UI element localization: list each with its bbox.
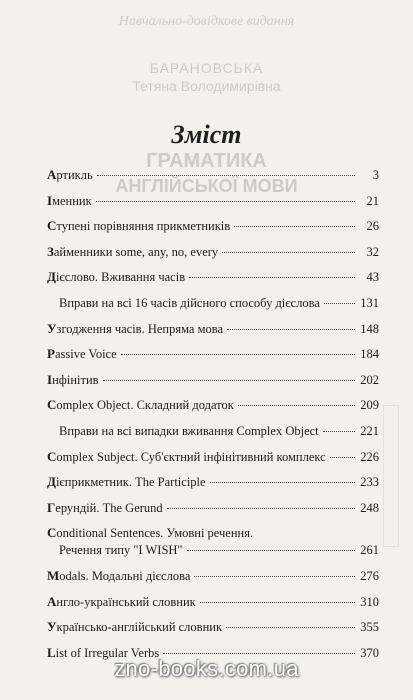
- toc-entry-text: Вправи на всі випадки вживання Complex Object: [59, 423, 319, 438]
- toc-page-number: 131: [360, 295, 379, 310]
- toc-page-number: 310: [360, 594, 379, 609]
- toc-page-number: 202: [360, 372, 379, 387]
- toc-page-number: 370: [360, 645, 379, 660]
- toc-entry-initial: У: [47, 320, 57, 336]
- toc-page-number: 21: [366, 193, 379, 208]
- toc-page-number: 209: [360, 398, 379, 413]
- toc-entry-initial: І: [47, 371, 53, 387]
- toc-entry: [47, 475, 379, 501]
- toc-entry: [47, 219, 379, 245]
- toc-leader-dots: [227, 329, 355, 330]
- toc-entry-initial: А: [47, 167, 57, 182]
- toc-entry-text: omplex Object. Складний додаток: [56, 398, 234, 413]
- toc-page-number: 276: [360, 568, 379, 583]
- toc-leader-dots: [323, 431, 355, 432]
- toc-entry-text: Вправи на всі 16 часів дійсного способу дієслова: [59, 295, 320, 310]
- toc-entry-initial: Д: [47, 474, 56, 490]
- toc-entry: [47, 168, 379, 194]
- toc-entry: [47, 270, 379, 296]
- toc-page-number: 355: [360, 620, 379, 635]
- toc-entry-text: omplex Subject. Суб'єктний інфінітивний комплекс: [56, 449, 326, 464]
- toc-entry-text: assive Voice: [54, 347, 117, 362]
- toc-entry-initial: C: [47, 525, 57, 541]
- toc-entry-initial: C: [47, 397, 57, 413]
- toc-entry-title: [47, 450, 326, 464]
- toc-entry-text: країнсько-англійський словник: [56, 620, 223, 635]
- toc-entry-initial: І: [47, 192, 53, 208]
- toc-leader-dots: [163, 653, 355, 654]
- toc-entry-text: айменники some, any, no, every: [53, 244, 219, 259]
- toc-entry: [47, 526, 379, 543]
- toc-leader-dots: [200, 602, 355, 603]
- toc-entry-title: [47, 398, 234, 412]
- toc-entry-text: Речення типу "I WISH": [59, 543, 183, 558]
- toc-leader-dots: [330, 457, 355, 458]
- table-of-contents: [47, 168, 379, 671]
- toc-entry: [47, 450, 379, 476]
- toc-entry-title: [47, 373, 99, 387]
- toc-entry-initial: У: [47, 619, 57, 635]
- toc-entry-initial: А: [47, 593, 57, 609]
- toc-leader-dots: [210, 482, 355, 483]
- watermark: zno-books.com.ua: [114, 656, 299, 681]
- toc-entry-title: [47, 569, 190, 583]
- toc-page-number: 3: [372, 168, 379, 182]
- toc-entry-title: [47, 347, 117, 361]
- toc-entry-text: менник: [52, 193, 92, 208]
- toc-entry-initial: Д: [47, 269, 56, 285]
- toc-entry-text: згодження часів. Непряма мова: [56, 321, 224, 336]
- toc-entry: [47, 194, 379, 220]
- toc-entry-text: тупені порівняння прикметників: [56, 219, 231, 234]
- toc-leader-dots: [96, 201, 355, 202]
- toc-leader-dots: [238, 405, 355, 406]
- toc-entry-initial: C: [47, 448, 57, 464]
- toc-entry-text: ерундій. The Gerund: [55, 500, 163, 515]
- toc-entry-title: [47, 620, 222, 634]
- toc-entry-title: [47, 595, 196, 609]
- toc-entry-title: [47, 526, 253, 540]
- publisher-line: Навчально-довідкове видання: [118, 14, 295, 29]
- toc-entry-title: [47, 322, 223, 336]
- toc-entry: [47, 501, 379, 527]
- toc-entry-initial: L: [47, 644, 56, 660]
- toc-entry: [47, 569, 379, 595]
- toc-page-number: 261: [360, 543, 379, 558]
- toc-page-number: 248: [360, 500, 379, 515]
- toc-page-number: 148: [360, 321, 379, 336]
- toc-entry-text: ist of Irregular Verbs: [55, 645, 160, 660]
- toc-leader-dots: [324, 303, 355, 304]
- toc-leader-dots: [194, 576, 355, 577]
- toc-entry: [47, 245, 379, 271]
- toc-entry-initial: Г: [47, 499, 56, 515]
- contents-title: Зміст: [171, 120, 242, 149]
- toc-entry-title: [47, 270, 185, 284]
- toc-entry-text: ієслово. Вживання часів: [55, 270, 186, 285]
- toc-leader-dots: [167, 508, 355, 509]
- toc-entry-title: [47, 475, 206, 489]
- page-edge-mark: [383, 405, 399, 547]
- toc-entry: [47, 595, 379, 621]
- toc-entry-text: ртикль: [56, 168, 93, 182]
- toc-entry: [47, 373, 379, 399]
- toc-leader-dots: [103, 380, 355, 381]
- toc-entry-text: odals. Модальні дієслова: [59, 568, 191, 583]
- toc-page-number: 226: [360, 449, 379, 464]
- toc-entry-title: [59, 543, 183, 557]
- toc-entry-text: нфінітив: [52, 372, 99, 387]
- toc-page-number: 184: [360, 347, 379, 362]
- toc-entry-text: ієприкметник. The Participle: [55, 475, 206, 490]
- toc-entry-title: [47, 194, 92, 208]
- book-title-1: ГРАМАТИКА: [146, 150, 267, 172]
- toc-page-number: 233: [360, 475, 379, 490]
- toc-entry: [47, 296, 379, 322]
- toc-entry-initial: M: [47, 567, 60, 583]
- toc-leader-dots: [97, 175, 355, 176]
- toc-entry-title: [59, 424, 319, 438]
- toc-leader-dots: [222, 252, 355, 253]
- toc-entry: [47, 347, 379, 373]
- toc-leader-dots: [187, 550, 355, 551]
- author-surname: БАРАНОВСЬКА: [149, 60, 264, 76]
- toc-leader-dots: [226, 627, 355, 628]
- toc-entry-initial: С: [47, 218, 57, 234]
- toc-entry-initial: P: [47, 346, 55, 362]
- toc-entry-title: [47, 245, 218, 259]
- toc-entry-text: onditional Sentences. Умовні речення.: [56, 526, 254, 541]
- toc-entry-text: нгло-український словник: [56, 594, 196, 609]
- toc-page-number: 26: [366, 219, 379, 234]
- toc-entry: [47, 424, 379, 450]
- toc-entry: [47, 543, 379, 569]
- toc-entry-initial: З: [47, 243, 54, 259]
- toc-entry-title: [47, 219, 230, 233]
- toc-leader-dots: [189, 277, 355, 278]
- toc-entry: [47, 322, 379, 348]
- toc-entry: [47, 620, 379, 646]
- toc-leader-dots: [121, 354, 355, 355]
- toc-entry-title: [59, 296, 320, 310]
- toc-page-number: 32: [366, 244, 379, 259]
- toc-entry-title: [47, 501, 163, 515]
- toc-page-number: 43: [366, 270, 379, 285]
- author-name: Тетяна Володимирівна: [132, 78, 281, 94]
- toc-leader-dots: [234, 226, 355, 227]
- toc-page-number: 221: [360, 423, 379, 438]
- toc-entry: [47, 398, 379, 424]
- toc-entry-title: [47, 168, 93, 182]
- book-title-2: АНГЛІЙСЬКОЇ МОВИ: [115, 176, 298, 196]
